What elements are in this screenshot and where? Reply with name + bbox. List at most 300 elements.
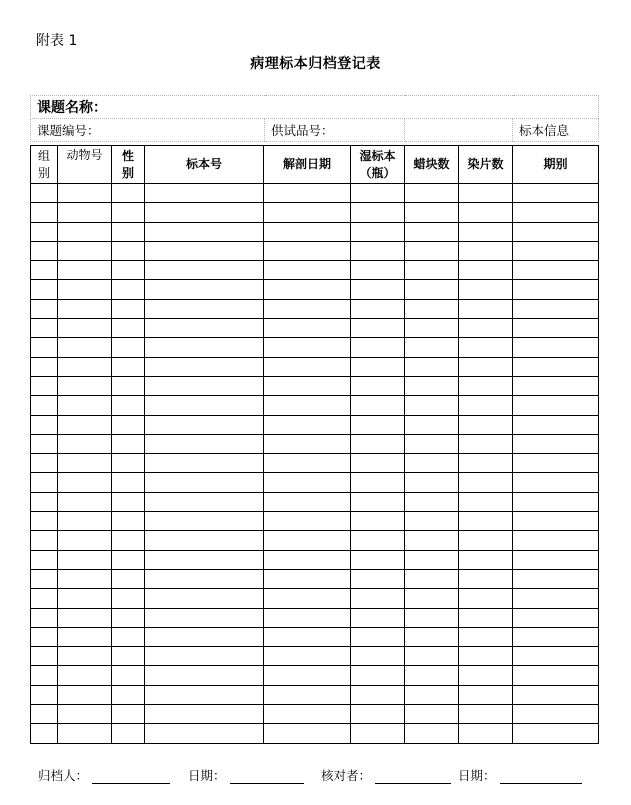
table-cell[interactable] bbox=[31, 415, 58, 434]
table-cell[interactable] bbox=[58, 241, 112, 260]
table-cell[interactable] bbox=[405, 512, 459, 531]
date-2-label: 日期： bbox=[458, 768, 496, 783]
table-cell[interactable] bbox=[264, 705, 351, 724]
table-cell[interactable] bbox=[264, 454, 351, 473]
table-cell[interactable] bbox=[405, 454, 459, 473]
table-cell[interactable] bbox=[459, 550, 513, 569]
table-cell[interactable] bbox=[112, 376, 145, 395]
table-cell[interactable] bbox=[58, 531, 112, 550]
table-cell[interactable] bbox=[145, 531, 264, 550]
table-cell[interactable] bbox=[405, 376, 459, 395]
table-cell[interactable] bbox=[351, 415, 405, 434]
table-cell[interactable] bbox=[58, 261, 112, 280]
table-cell[interactable] bbox=[58, 203, 112, 222]
table-cell[interactable] bbox=[405, 492, 459, 511]
table-row bbox=[31, 550, 599, 569]
archiver-label: 归档人： bbox=[38, 768, 89, 783]
table-cell[interactable] bbox=[513, 222, 599, 241]
table-cell[interactable] bbox=[145, 415, 264, 434]
table-cell[interactable] bbox=[145, 666, 264, 685]
table-cell[interactable] bbox=[145, 627, 264, 646]
table-cell[interactable] bbox=[459, 589, 513, 608]
table-cell[interactable] bbox=[31, 299, 58, 318]
table-cell[interactable] bbox=[31, 685, 58, 704]
table-cell[interactable] bbox=[513, 705, 599, 724]
table-cell[interactable] bbox=[58, 705, 112, 724]
table-cell[interactable] bbox=[264, 299, 351, 318]
table-cell[interactable] bbox=[405, 203, 459, 222]
project-name-label: 课题名称： bbox=[31, 96, 599, 119]
table-cell[interactable] bbox=[145, 492, 264, 511]
table-cell[interactable] bbox=[459, 454, 513, 473]
table-cell[interactable] bbox=[459, 222, 513, 241]
table-cell[interactable] bbox=[405, 241, 459, 260]
table-cell[interactable] bbox=[145, 589, 264, 608]
table-cell[interactable] bbox=[459, 608, 513, 627]
table-row bbox=[31, 357, 599, 376]
table-row bbox=[31, 280, 599, 299]
table-cell[interactable] bbox=[31, 666, 58, 685]
table-cell[interactable] bbox=[112, 261, 145, 280]
table-cell[interactable] bbox=[58, 319, 112, 338]
table-cell[interactable] bbox=[112, 705, 145, 724]
table-cell[interactable] bbox=[351, 473, 405, 492]
table-cell[interactable] bbox=[459, 241, 513, 260]
table-cell[interactable] bbox=[351, 280, 405, 299]
table-row bbox=[31, 492, 599, 511]
project-no-label: 课题编号： bbox=[31, 119, 265, 142]
table-cell[interactable] bbox=[112, 627, 145, 646]
table-cell[interactable] bbox=[31, 531, 58, 550]
table-cell[interactable] bbox=[264, 492, 351, 511]
table-cell[interactable] bbox=[405, 647, 459, 666]
table-cell[interactable] bbox=[513, 512, 599, 531]
table-cell[interactable] bbox=[112, 512, 145, 531]
table-cell[interactable] bbox=[31, 203, 58, 222]
table-cell[interactable] bbox=[405, 338, 459, 357]
table-cell[interactable] bbox=[351, 396, 405, 415]
table-cell[interactable] bbox=[145, 434, 264, 453]
table-cell[interactable] bbox=[459, 724, 513, 743]
table-cell[interactable] bbox=[112, 569, 145, 588]
table-cell[interactable] bbox=[58, 647, 112, 666]
table-cell[interactable] bbox=[513, 608, 599, 627]
table-cell[interactable] bbox=[513, 666, 599, 685]
table-cell[interactable] bbox=[459, 184, 513, 203]
table-cell[interactable] bbox=[264, 569, 351, 588]
table-cell[interactable] bbox=[145, 569, 264, 588]
table-cell[interactable] bbox=[145, 647, 264, 666]
table-cell[interactable] bbox=[351, 241, 405, 260]
table-cell[interactable] bbox=[351, 647, 405, 666]
table-cell[interactable] bbox=[459, 203, 513, 222]
table-cell[interactable] bbox=[459, 261, 513, 280]
table-cell[interactable] bbox=[459, 531, 513, 550]
table-cell[interactable] bbox=[351, 685, 405, 704]
table-cell[interactable] bbox=[405, 357, 459, 376]
table-cell[interactable] bbox=[145, 357, 264, 376]
table-cell[interactable] bbox=[31, 396, 58, 415]
table-cell[interactable] bbox=[459, 627, 513, 646]
table-cell[interactable] bbox=[405, 396, 459, 415]
table-cell[interactable] bbox=[513, 319, 599, 338]
table-cell[interactable] bbox=[264, 550, 351, 569]
table-cell[interactable] bbox=[459, 473, 513, 492]
table-cell[interactable] bbox=[58, 338, 112, 357]
table-cell[interactable] bbox=[264, 184, 351, 203]
table-cell[interactable] bbox=[264, 338, 351, 357]
table-cell[interactable] bbox=[351, 261, 405, 280]
table-cell[interactable] bbox=[145, 608, 264, 627]
table-cell[interactable] bbox=[112, 203, 145, 222]
table-cell[interactable] bbox=[31, 492, 58, 511]
table-cell[interactable] bbox=[145, 705, 264, 724]
table-cell[interactable] bbox=[58, 299, 112, 318]
table-cell[interactable] bbox=[264, 241, 351, 260]
date-1-line[interactable] bbox=[230, 770, 304, 784]
table-cell[interactable] bbox=[513, 376, 599, 395]
table-row bbox=[31, 685, 599, 704]
table-cell[interactable] bbox=[513, 724, 599, 743]
table-cell[interactable] bbox=[351, 627, 405, 646]
table-row bbox=[31, 454, 599, 473]
table-cell[interactable] bbox=[112, 338, 145, 357]
table-cell[interactable] bbox=[405, 589, 459, 608]
table-cell[interactable] bbox=[264, 396, 351, 415]
footer-checker bbox=[321, 766, 451, 784]
table-cell[interactable] bbox=[459, 569, 513, 588]
table-cell[interactable] bbox=[264, 473, 351, 492]
table-cell[interactable] bbox=[58, 184, 112, 203]
table-cell[interactable] bbox=[405, 705, 459, 724]
table-cell[interactable] bbox=[405, 261, 459, 280]
table-cell[interactable] bbox=[58, 280, 112, 299]
footer-archiver bbox=[38, 766, 170, 784]
table-cell[interactable] bbox=[145, 454, 264, 473]
table-cell[interactable] bbox=[513, 531, 599, 550]
table-cell[interactable] bbox=[112, 685, 145, 704]
table-cell[interactable] bbox=[351, 203, 405, 222]
table-cell[interactable] bbox=[351, 531, 405, 550]
col-group: 组 别 bbox=[31, 146, 58, 184]
table-cell[interactable] bbox=[31, 338, 58, 357]
table-cell[interactable] bbox=[31, 280, 58, 299]
table-cell[interactable] bbox=[513, 396, 599, 415]
table-cell[interactable] bbox=[351, 376, 405, 395]
table-cell[interactable] bbox=[112, 492, 145, 511]
table-cell[interactable] bbox=[31, 569, 58, 588]
table-cell[interactable] bbox=[58, 415, 112, 434]
table-cell[interactable] bbox=[145, 473, 264, 492]
table-cell[interactable] bbox=[405, 415, 459, 434]
specimen-info-label: 标本信息 bbox=[513, 119, 599, 142]
table-cell[interactable] bbox=[58, 473, 112, 492]
table-cell[interactable] bbox=[58, 357, 112, 376]
table-cell[interactable] bbox=[31, 222, 58, 241]
table-cell[interactable] bbox=[459, 705, 513, 724]
table-row bbox=[31, 222, 599, 241]
table-cell[interactable] bbox=[264, 357, 351, 376]
table-cell[interactable] bbox=[405, 319, 459, 338]
table-cell[interactable] bbox=[264, 666, 351, 685]
table-cell[interactable] bbox=[145, 685, 264, 704]
table-cell[interactable] bbox=[351, 338, 405, 357]
table-cell[interactable] bbox=[31, 454, 58, 473]
table-cell[interactable] bbox=[405, 724, 459, 743]
table-cell[interactable] bbox=[31, 512, 58, 531]
table-cell[interactable] bbox=[58, 512, 112, 531]
table-cell[interactable] bbox=[58, 550, 112, 569]
table-cell[interactable] bbox=[145, 203, 264, 222]
table-cell[interactable] bbox=[405, 608, 459, 627]
table-cell[interactable] bbox=[513, 569, 599, 588]
table-cell[interactable] bbox=[112, 184, 145, 203]
table-cell[interactable] bbox=[58, 627, 112, 646]
table-cell[interactable] bbox=[459, 434, 513, 453]
table-cell[interactable] bbox=[513, 647, 599, 666]
table-cell[interactable] bbox=[405, 299, 459, 318]
table-cell[interactable] bbox=[58, 454, 112, 473]
table-cell[interactable] bbox=[459, 299, 513, 318]
table-cell[interactable] bbox=[145, 338, 264, 357]
table-cell[interactable] bbox=[351, 299, 405, 318]
table-cell[interactable] bbox=[513, 550, 599, 569]
table-cell[interactable] bbox=[112, 454, 145, 473]
table-cell[interactable] bbox=[351, 434, 405, 453]
table-cell[interactable] bbox=[351, 357, 405, 376]
table-cell[interactable] bbox=[58, 608, 112, 627]
table-cell[interactable] bbox=[264, 222, 351, 241]
table-cell[interactable] bbox=[58, 724, 112, 743]
table-cell[interactable] bbox=[351, 512, 405, 531]
table-cell[interactable] bbox=[351, 454, 405, 473]
table-cell[interactable] bbox=[513, 184, 599, 203]
table-cell[interactable] bbox=[112, 473, 145, 492]
table-cell[interactable] bbox=[145, 280, 264, 299]
table-cell[interactable] bbox=[264, 319, 351, 338]
table-cell[interactable] bbox=[351, 724, 405, 743]
table-cell[interactable] bbox=[264, 724, 351, 743]
table-row bbox=[31, 396, 599, 415]
table-cell[interactable] bbox=[145, 550, 264, 569]
table-cell[interactable] bbox=[31, 184, 58, 203]
table-cell[interactable] bbox=[405, 280, 459, 299]
table-cell[interactable] bbox=[112, 589, 145, 608]
table-cell[interactable] bbox=[459, 357, 513, 376]
table-cell[interactable] bbox=[513, 203, 599, 222]
col-sex: 性 别 bbox=[112, 146, 145, 184]
table-row bbox=[31, 473, 599, 492]
table-cell[interactable] bbox=[459, 396, 513, 415]
table-cell[interactable] bbox=[31, 376, 58, 395]
table-cell[interactable] bbox=[58, 666, 112, 685]
appendix-label: 附表 1 bbox=[36, 33, 78, 49]
table-cell[interactable] bbox=[513, 685, 599, 704]
table-row bbox=[31, 415, 599, 434]
table-cell[interactable] bbox=[31, 319, 58, 338]
table-cell[interactable] bbox=[513, 280, 599, 299]
table-cell[interactable] bbox=[405, 184, 459, 203]
table-cell[interactable] bbox=[112, 319, 145, 338]
table-cell[interactable] bbox=[264, 512, 351, 531]
table-cell[interactable] bbox=[112, 280, 145, 299]
table-cell[interactable] bbox=[145, 396, 264, 415]
table-cell[interactable] bbox=[405, 434, 459, 453]
table-cell[interactable] bbox=[264, 589, 351, 608]
table-cell[interactable] bbox=[405, 627, 459, 646]
table-cell[interactable] bbox=[112, 241, 145, 260]
table-cell[interactable] bbox=[264, 376, 351, 395]
table-cell[interactable] bbox=[145, 724, 264, 743]
table-cell[interactable] bbox=[31, 473, 58, 492]
table-cell[interactable] bbox=[31, 647, 58, 666]
checker-signature-line[interactable] bbox=[375, 770, 451, 784]
table-cell[interactable] bbox=[459, 338, 513, 357]
table-cell[interactable] bbox=[31, 589, 58, 608]
table-cell[interactable] bbox=[112, 222, 145, 241]
table-cell[interactable] bbox=[351, 184, 405, 203]
table-row bbox=[31, 338, 599, 357]
table-cell[interactable] bbox=[58, 492, 112, 511]
table-cell[interactable] bbox=[513, 299, 599, 318]
table-cell[interactable] bbox=[513, 261, 599, 280]
table-cell[interactable] bbox=[405, 473, 459, 492]
table-cell[interactable] bbox=[31, 241, 58, 260]
table-cell[interactable] bbox=[112, 415, 145, 434]
table-cell[interactable] bbox=[513, 454, 599, 473]
table-cell[interactable] bbox=[264, 647, 351, 666]
table-cell[interactable] bbox=[405, 550, 459, 569]
table-cell[interactable] bbox=[145, 319, 264, 338]
table-cell[interactable] bbox=[145, 376, 264, 395]
archiver-signature-line[interactable] bbox=[92, 770, 170, 784]
table-cell[interactable] bbox=[31, 608, 58, 627]
table-cell[interactable] bbox=[405, 531, 459, 550]
table-cell[interactable] bbox=[31, 550, 58, 569]
table-cell[interactable] bbox=[145, 261, 264, 280]
table-row bbox=[31, 184, 599, 203]
table-cell[interactable] bbox=[351, 666, 405, 685]
table-cell[interactable] bbox=[405, 569, 459, 588]
table-row bbox=[31, 512, 599, 531]
table-row bbox=[31, 261, 599, 280]
table-cell[interactable] bbox=[513, 338, 599, 357]
table-cell[interactable] bbox=[459, 666, 513, 685]
table-cell[interactable] bbox=[405, 685, 459, 704]
table-cell[interactable] bbox=[31, 357, 58, 376]
table-cell[interactable] bbox=[459, 685, 513, 704]
table-cell[interactable] bbox=[405, 666, 459, 685]
table-cell[interactable] bbox=[31, 434, 58, 453]
table-cell[interactable] bbox=[264, 434, 351, 453]
table-cell[interactable] bbox=[513, 357, 599, 376]
table-cell[interactable] bbox=[351, 569, 405, 588]
col-wax-blocks: 蜡块数 bbox=[405, 146, 459, 184]
table-cell[interactable] bbox=[264, 531, 351, 550]
table-cell[interactable] bbox=[351, 705, 405, 724]
table-cell[interactable] bbox=[58, 569, 112, 588]
table-cell[interactable] bbox=[459, 415, 513, 434]
table-cell[interactable] bbox=[58, 434, 112, 453]
table-cell[interactable] bbox=[112, 299, 145, 318]
table-cell[interactable] bbox=[405, 222, 459, 241]
table-row bbox=[31, 241, 599, 260]
table-cell[interactable] bbox=[264, 203, 351, 222]
table-cell[interactable] bbox=[351, 492, 405, 511]
table-cell[interactable] bbox=[513, 589, 599, 608]
col-animal-no: 动物号 bbox=[58, 146, 112, 184]
table-row bbox=[31, 589, 599, 608]
table-row bbox=[31, 299, 599, 318]
table-cell[interactable] bbox=[112, 647, 145, 666]
table-cell[interactable] bbox=[351, 222, 405, 241]
table-cell[interactable] bbox=[264, 261, 351, 280]
table-cell[interactable] bbox=[513, 627, 599, 646]
date-2-line[interactable] bbox=[500, 770, 582, 784]
table-cell[interactable] bbox=[58, 685, 112, 704]
table-cell[interactable] bbox=[459, 647, 513, 666]
table-cell[interactable] bbox=[31, 627, 58, 646]
table-cell[interactable] bbox=[351, 608, 405, 627]
table-row bbox=[31, 608, 599, 627]
table-cell[interactable] bbox=[31, 261, 58, 280]
table-cell[interactable] bbox=[264, 280, 351, 299]
table-cell[interactable] bbox=[145, 184, 264, 203]
table-cell[interactable] bbox=[513, 492, 599, 511]
table-cell[interactable] bbox=[264, 415, 351, 434]
table-cell[interactable] bbox=[459, 492, 513, 511]
table-cell[interactable] bbox=[112, 724, 145, 743]
table-cell[interactable] bbox=[145, 222, 264, 241]
table-cell[interactable] bbox=[351, 550, 405, 569]
table-cell[interactable] bbox=[513, 473, 599, 492]
table-cell[interactable] bbox=[112, 608, 145, 627]
table-cell[interactable] bbox=[112, 357, 145, 376]
table-cell[interactable] bbox=[264, 627, 351, 646]
table-row bbox=[31, 376, 599, 395]
table-cell[interactable] bbox=[351, 319, 405, 338]
table-cell[interactable] bbox=[351, 589, 405, 608]
table-cell[interactable] bbox=[58, 222, 112, 241]
table-cell[interactable] bbox=[58, 589, 112, 608]
table-cell[interactable] bbox=[145, 299, 264, 318]
table-cell[interactable] bbox=[459, 280, 513, 299]
table-cell[interactable] bbox=[112, 396, 145, 415]
sample-no-label: 供试品号： bbox=[265, 119, 405, 142]
table-cell[interactable] bbox=[31, 724, 58, 743]
table-cell[interactable] bbox=[264, 685, 351, 704]
table-cell[interactable] bbox=[112, 666, 145, 685]
table-cell[interactable] bbox=[58, 396, 112, 415]
table-cell[interactable] bbox=[264, 608, 351, 627]
date-1-label: 日期： bbox=[188, 768, 226, 783]
table-cell[interactable] bbox=[513, 241, 599, 260]
table-cell[interactable] bbox=[112, 531, 145, 550]
table-cell[interactable] bbox=[31, 705, 58, 724]
table-cell[interactable] bbox=[112, 550, 145, 569]
table-cell[interactable] bbox=[58, 376, 112, 395]
table-cell[interactable] bbox=[513, 415, 599, 434]
table-cell[interactable] bbox=[145, 241, 264, 260]
table-cell[interactable] bbox=[112, 434, 145, 453]
table-cell[interactable] bbox=[459, 319, 513, 338]
table-cell[interactable] bbox=[513, 434, 599, 453]
table-cell[interactable] bbox=[459, 376, 513, 395]
footer-date-1 bbox=[188, 766, 304, 784]
grid-body bbox=[31, 184, 599, 744]
table-cell[interactable] bbox=[459, 512, 513, 531]
table-cell[interactable] bbox=[145, 512, 264, 531]
